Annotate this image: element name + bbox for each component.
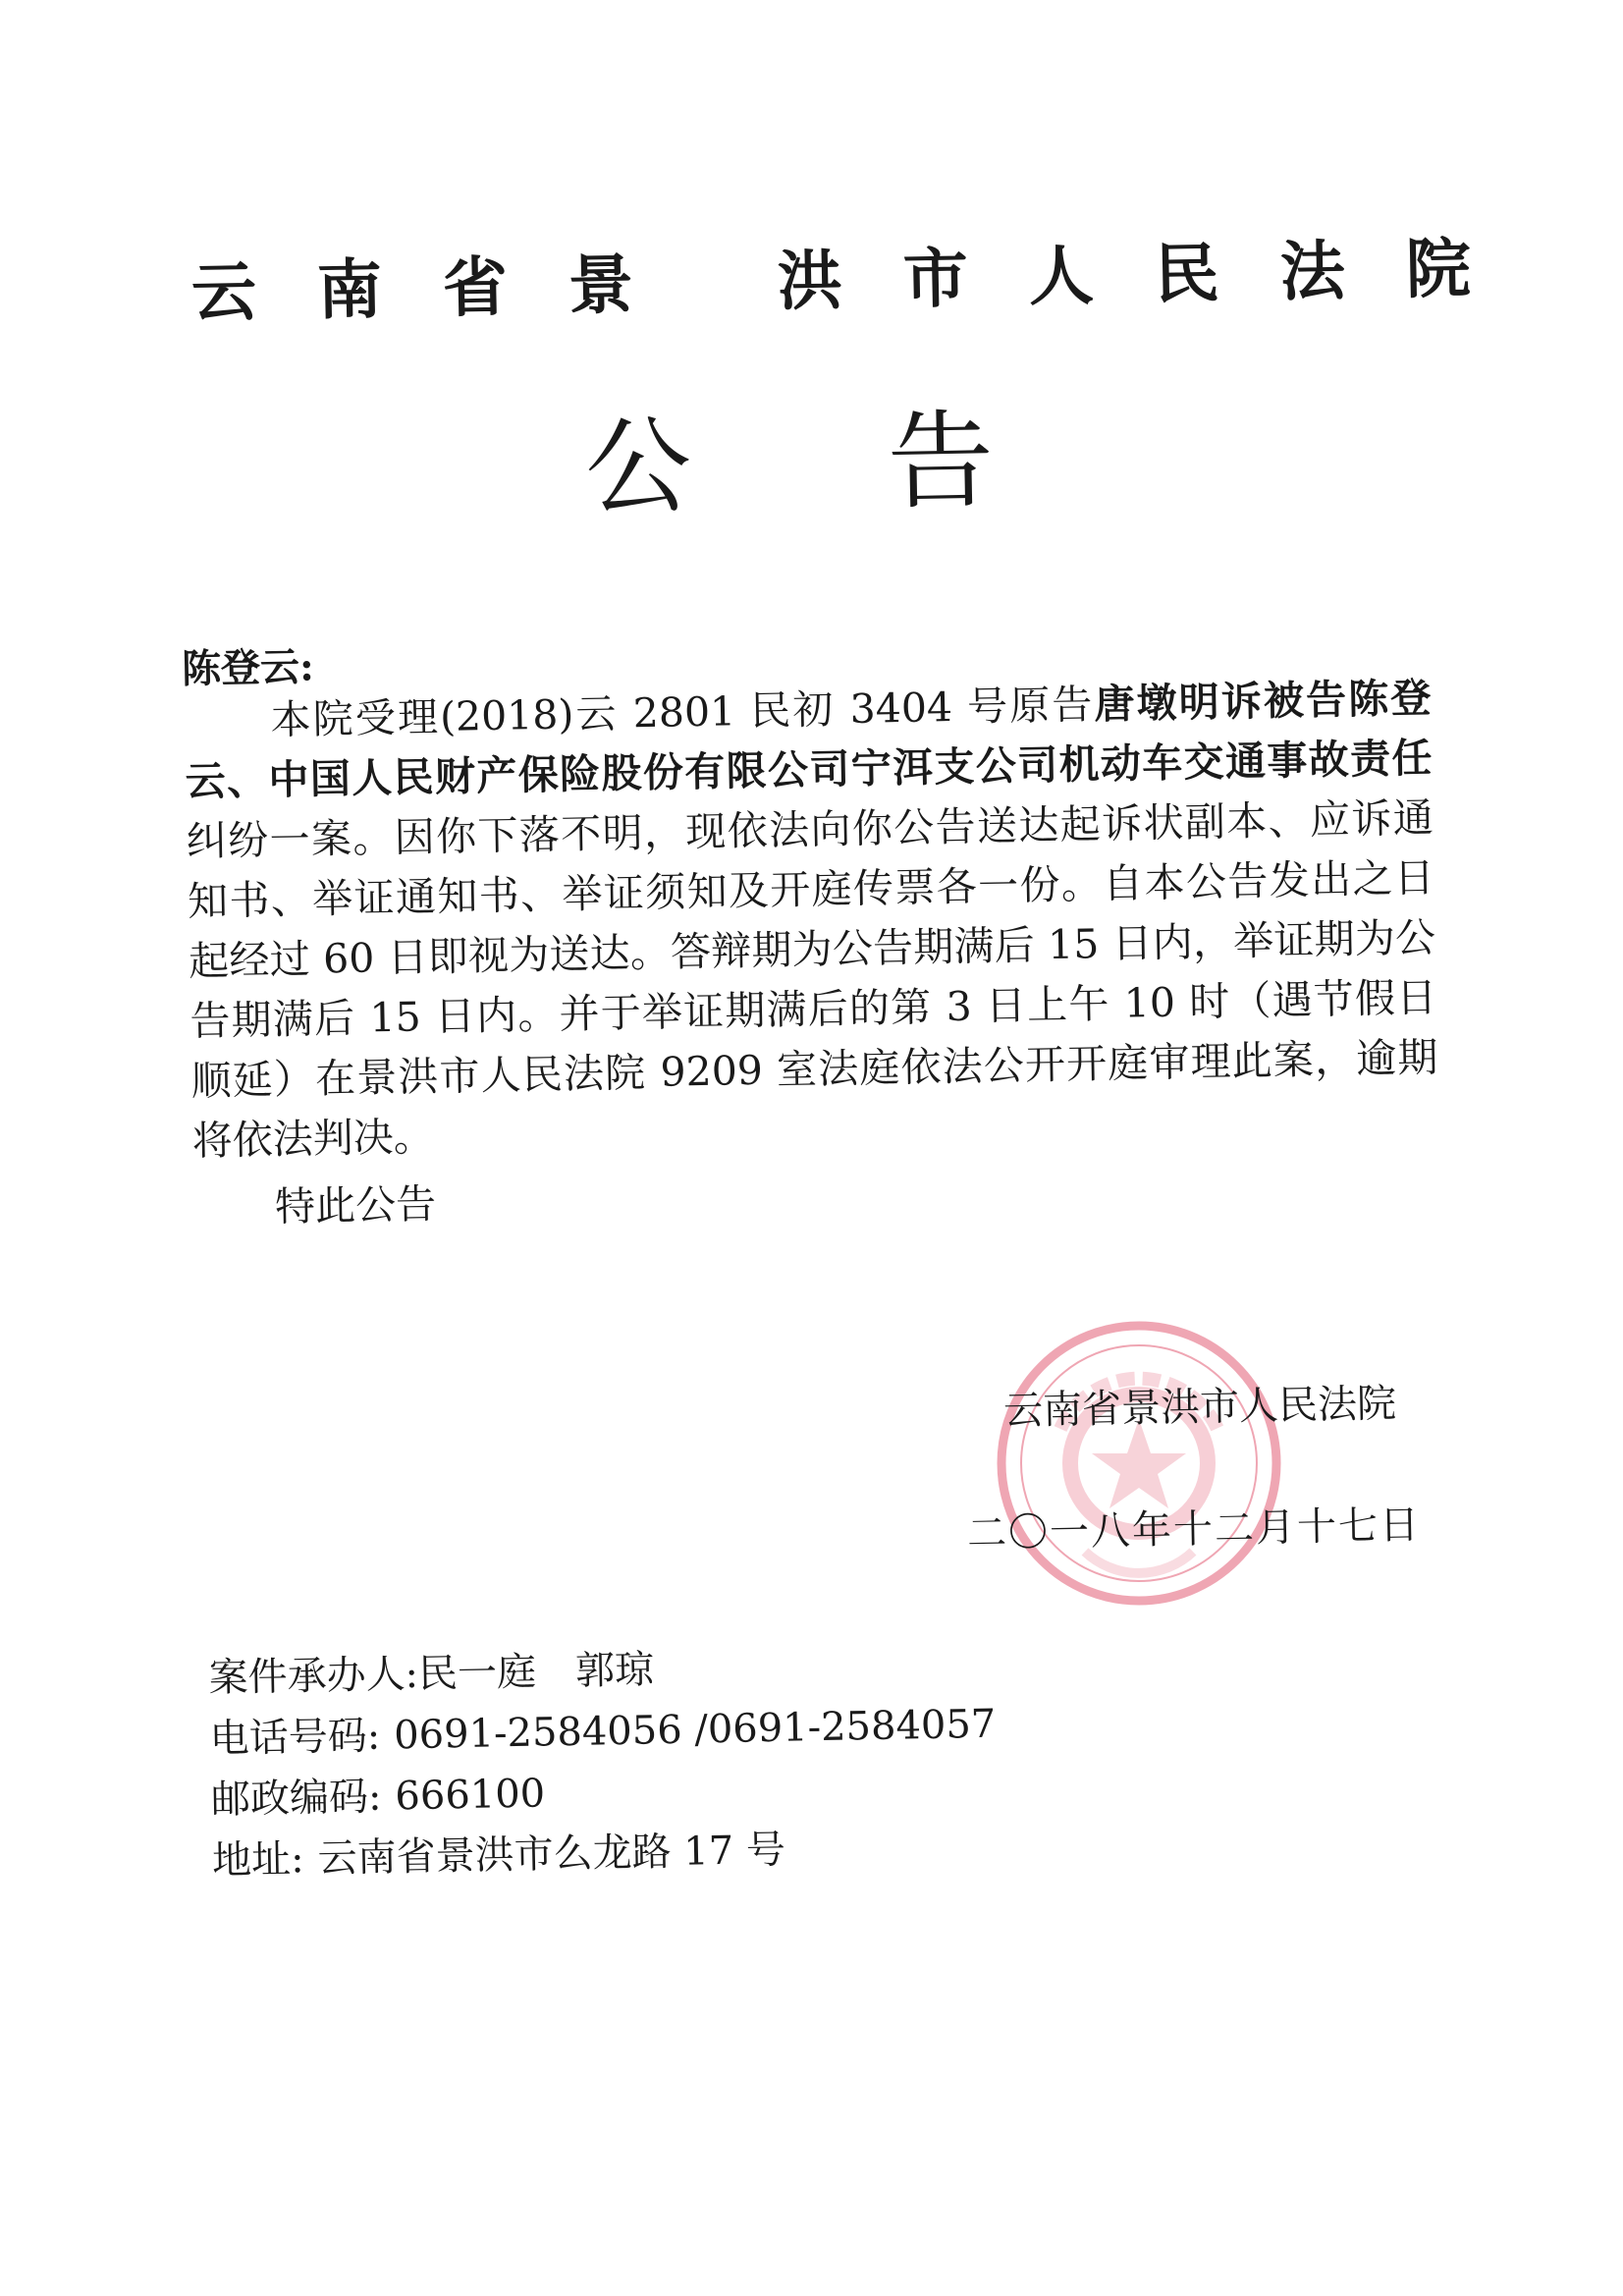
phone-value: 0691-2584056 /0691-2584057 bbox=[393, 1701, 997, 1759]
handler-label: 案件承办人: bbox=[208, 1651, 419, 1701]
address-value: 云南省景洪市么龙路 17 号 bbox=[317, 1827, 786, 1882]
court-name-heading: 云南省景 洪市人民法院 bbox=[190, 228, 1533, 331]
court-seal-icon bbox=[992, 1316, 1286, 1611]
closing-phrase: 特此公告 bbox=[274, 1179, 437, 1230]
notice-body-part1: 本院受理(2018)云 2801 民初 3404 号原告 bbox=[270, 681, 1095, 744]
phone-label: 电话号码: bbox=[209, 1713, 381, 1762]
handler-value: 民一庭 郭琼 bbox=[417, 1647, 655, 1697]
notice-body-part2: 纠纷一案。因你下落不明，现依法向你公告送达起诉状副本、应诉通知书、举证通知书、举证须知及开庭传票各一份。自本公告发出之日起经过 60 日即视为送达。答辩期为公告期满后 15 日内，举证期为公告期满后 15 日内。并于举证期满后的第 3 日上午 10 时（遇节假日顺延）在景洪市人民法院 9209 室法庭依法公开开庭审理此案，逾期将依法判决。 bbox=[186, 793, 1438, 1165]
recipient-name: 陈登云: bbox=[181, 643, 315, 692]
seal-graphic bbox=[1001, 1326, 1276, 1601]
signing-court: 云南省景洪市人民法院 bbox=[1002, 1381, 1397, 1434]
postal-value: 666100 bbox=[394, 1771, 546, 1820]
notice-body bbox=[184, 669, 1439, 1172]
signing-date: 二〇一八年十二月十七日 bbox=[966, 1503, 1422, 1557]
address-label: 地址: bbox=[211, 1836, 305, 1884]
contact-info bbox=[208, 1633, 999, 1891]
document-title: 公告 bbox=[583, 396, 1192, 530]
notice-body-bold: 唐墩明诉被告陈登云、中国人民财产保险股份有限公司宁洱支公司机动车交通事故责任 bbox=[185, 674, 1433, 805]
postal-label: 邮政编码: bbox=[210, 1774, 382, 1823]
